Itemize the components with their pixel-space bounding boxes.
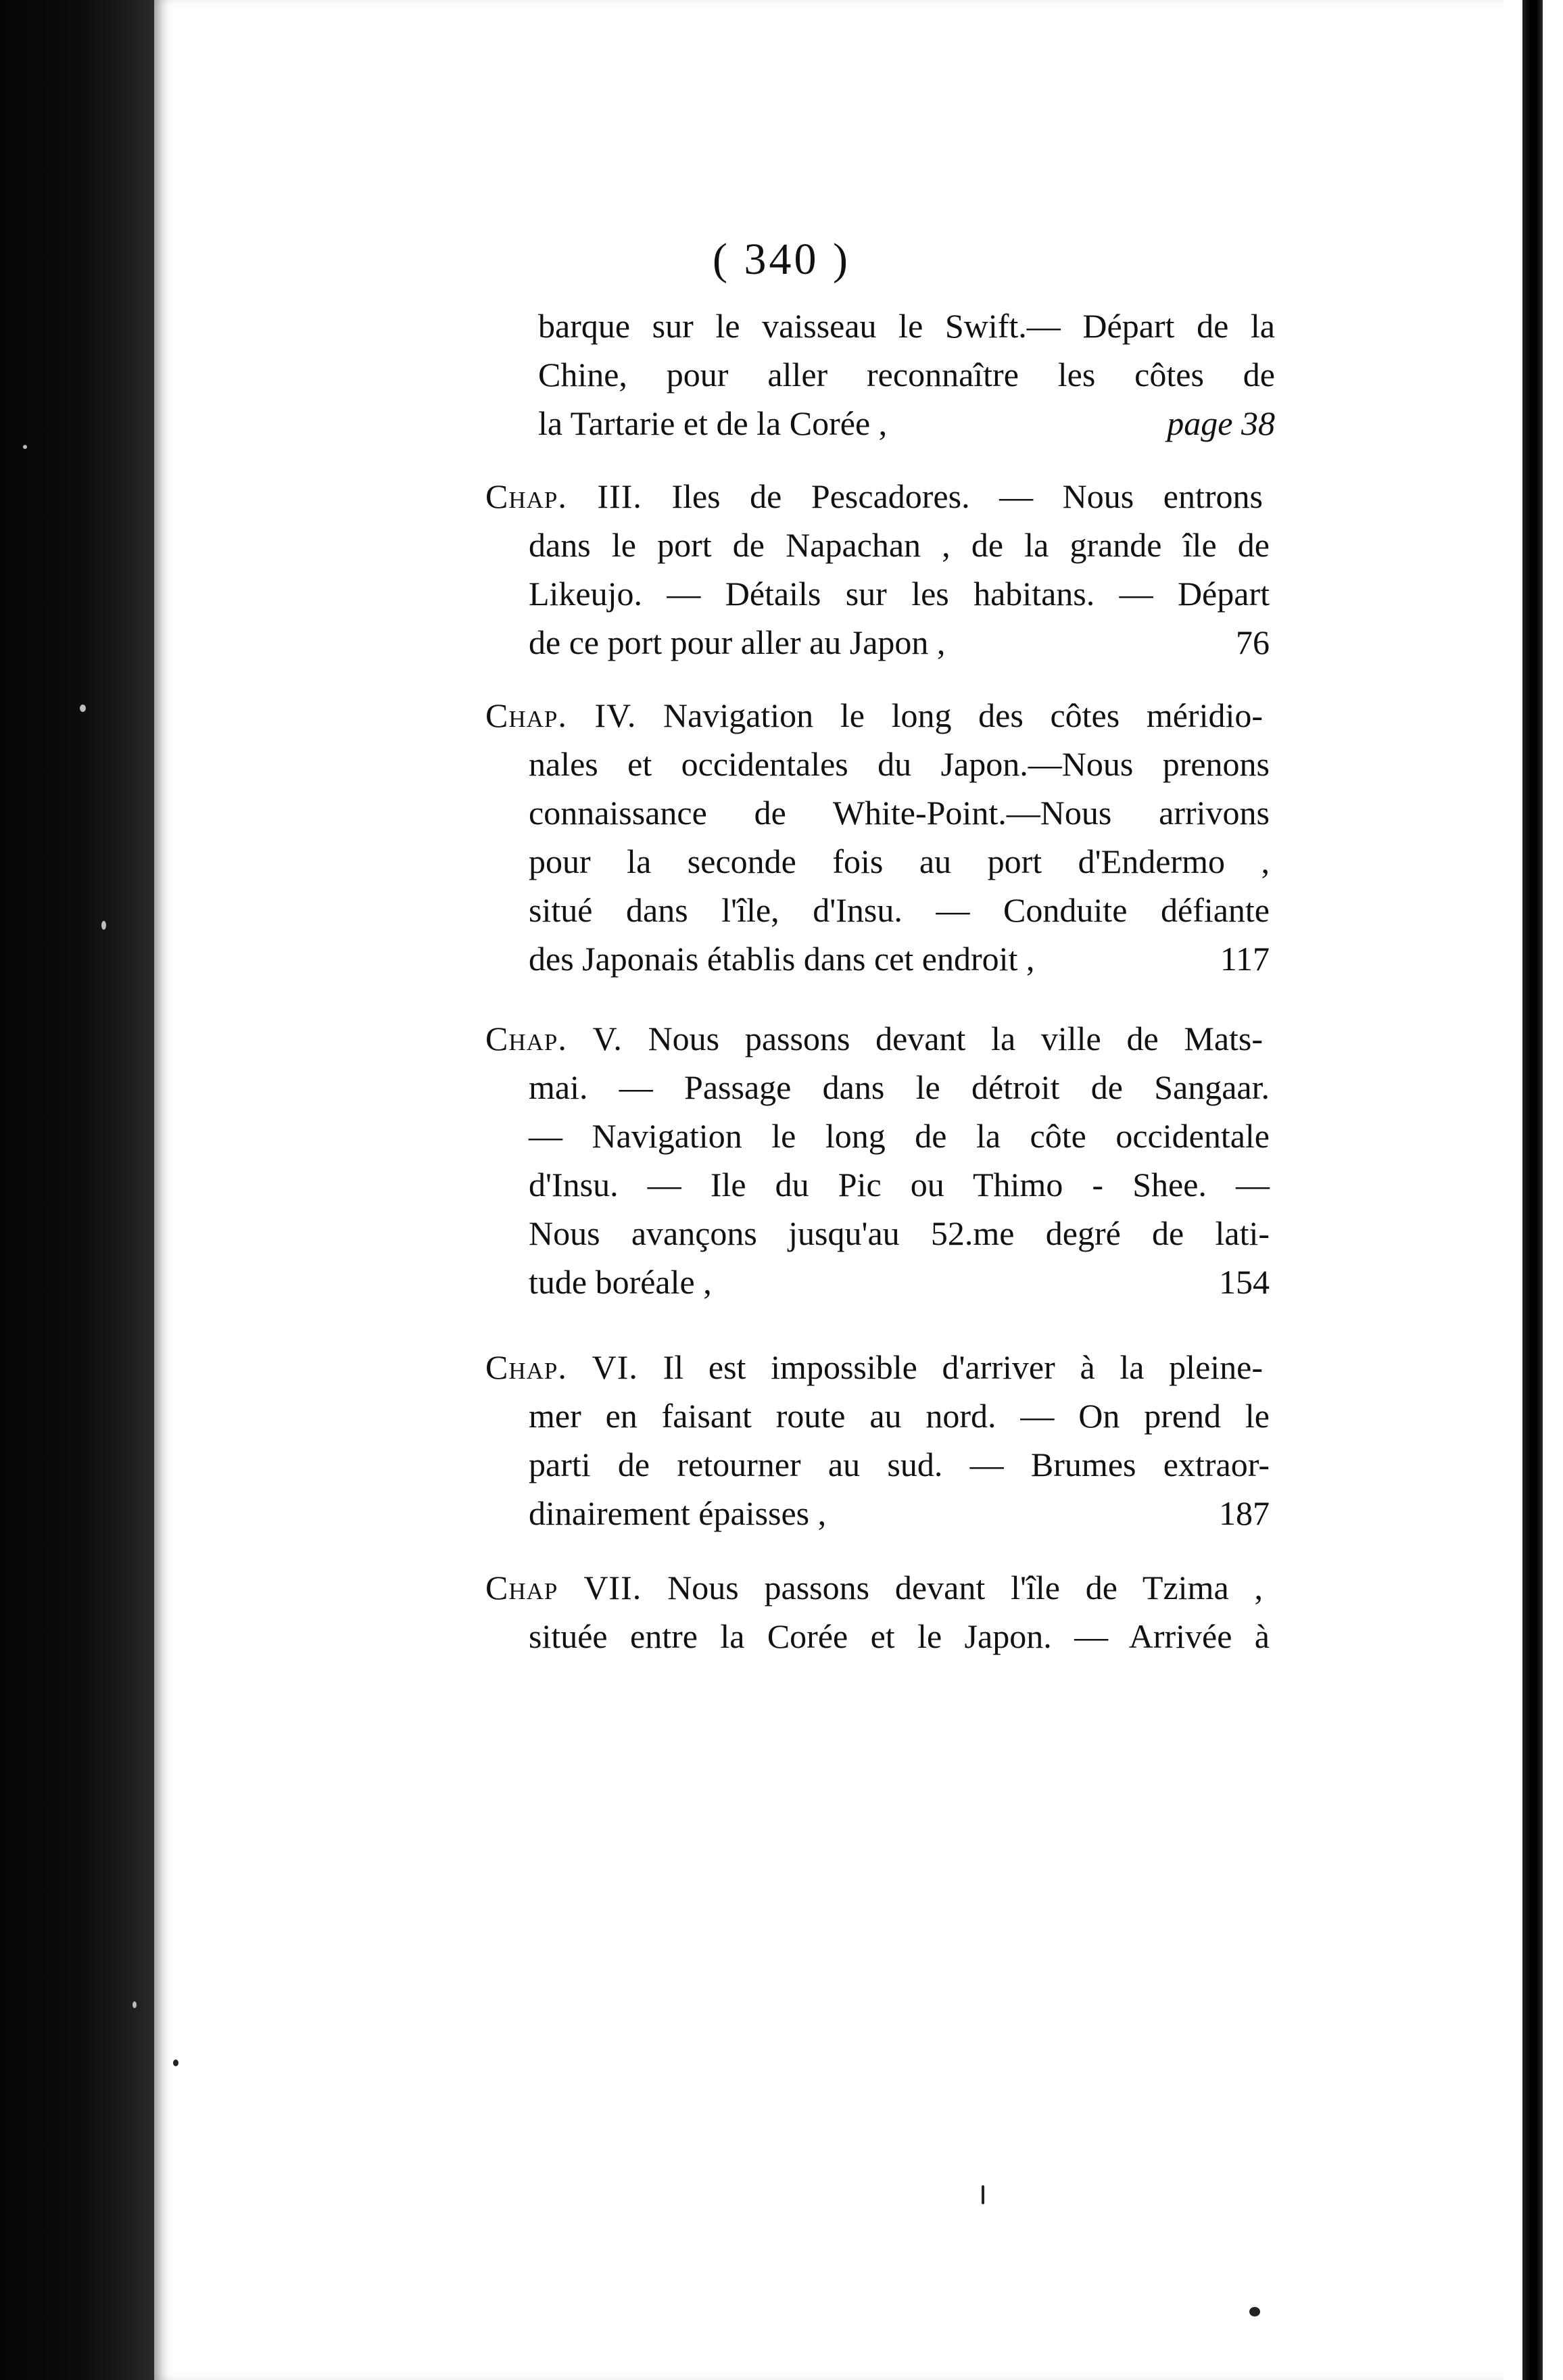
toc-line: Nous avançons jusqu'au 52.me degré de lati- [529, 1214, 1270, 1252]
toc-line [538, 399, 1275, 448]
toc-line [529, 1489, 1270, 1538]
toc-line [485, 691, 1263, 740]
toc-page-number: 76 [1236, 623, 1270, 661]
toc-line [485, 1563, 1263, 1612]
scan-speck [982, 2185, 984, 2204]
toc-page-number: 154 [1219, 1263, 1270, 1301]
toc-line-text: de ce port pour aller au Japon , [529, 623, 946, 661]
toc-line-text: tude boréale , [529, 1263, 712, 1301]
toc-entry-chap-3 [485, 472, 1270, 667]
toc-line [529, 1258, 1270, 1306]
toc-line: situé dans l'île, d'Insu. — Conduite défiante [529, 891, 1270, 929]
scan-speck [1249, 2307, 1260, 2316]
toc-line: parti de retourner au sud. — Brumes extraor- [529, 1446, 1270, 1483]
toc-line: Chine, pour aller reconnaître les côtes de [538, 356, 1275, 394]
toc-line: Likeujo. — Détails sur les habitans. — Départ [529, 575, 1270, 613]
scan-right-border [1504, 0, 1563, 2380]
toc-line [529, 618, 1270, 667]
toc-line: — Navigation le long de la côte occidentale [529, 1117, 1270, 1155]
toc-page-number: 117 [1220, 940, 1270, 978]
scan-left-border [0, 0, 154, 2380]
toc-line [485, 1343, 1263, 1391]
toc-line-text: Nous passons devant l'île de Tzima , [667, 1569, 1263, 1606]
chapter-label: Chap. V. [485, 1020, 623, 1057]
chapter-label: Chap VII. [485, 1569, 642, 1606]
toc-line: nales et occidentales du Japon.—Nous prenons [529, 745, 1270, 783]
toc-page-number: 187 [1219, 1494, 1270, 1532]
toc-entry-intro [492, 302, 1275, 448]
toc-line [529, 934, 1270, 983]
toc-line: connaissance de White-Point.—Nous arrivons [529, 794, 1270, 832]
toc-entry-chap-7 [485, 1563, 1270, 1661]
toc-line-text: Navigation le long des côtes méridio- [663, 696, 1264, 734]
toc-entry-chap-6 [485, 1343, 1270, 1538]
scan-speck [173, 2060, 178, 2066]
toc-line: d'Insu. — Ile du Pic ou Thimo - Shee. — [529, 1166, 1270, 1204]
toc-page-number: page 38 [1167, 404, 1275, 442]
toc-line-text: Iles de Pescadores. — Nous entrons [671, 477, 1263, 515]
toc-line [485, 1014, 1263, 1063]
toc-line-text: Nous passons devant la ville de Mats- [648, 1020, 1264, 1057]
toc-line: mai. — Passage dans le détroit de Sangaar. [529, 1068, 1270, 1106]
toc-line: mer en faisant route au nord. — On prend le [529, 1397, 1270, 1435]
toc-line: barque sur le vaisseau le Swift.— Départ de la [538, 307, 1275, 345]
toc-line-text: Il est impossible d'arriver à la pleine- [663, 1348, 1263, 1386]
toc-entry-chap-5 [485, 1014, 1270, 1306]
page-number: ( 340 ) [713, 235, 850, 284]
toc-line: dans le port de Napachan , de la grande île de [529, 526, 1270, 564]
chapter-label: Chap. III. [485, 477, 642, 515]
chapter-label: Chap. VI. [485, 1348, 638, 1386]
toc-line-text: dinairement épaisses , [529, 1494, 827, 1532]
chapter-label: Chap. IV. [485, 696, 637, 734]
toc-line: pour la seconde fois au port d'Endermo , [529, 842, 1270, 880]
toc-entry-chap-4 [485, 691, 1270, 983]
toc-line [485, 472, 1263, 521]
toc-line-text: la Tartarie et de la Corée , [538, 404, 888, 442]
toc-line: située entre la Corée et le Japon. — Arrivée à [529, 1617, 1270, 1655]
toc-line-text: des Japonais établis dans cet endroit , [529, 940, 1035, 978]
